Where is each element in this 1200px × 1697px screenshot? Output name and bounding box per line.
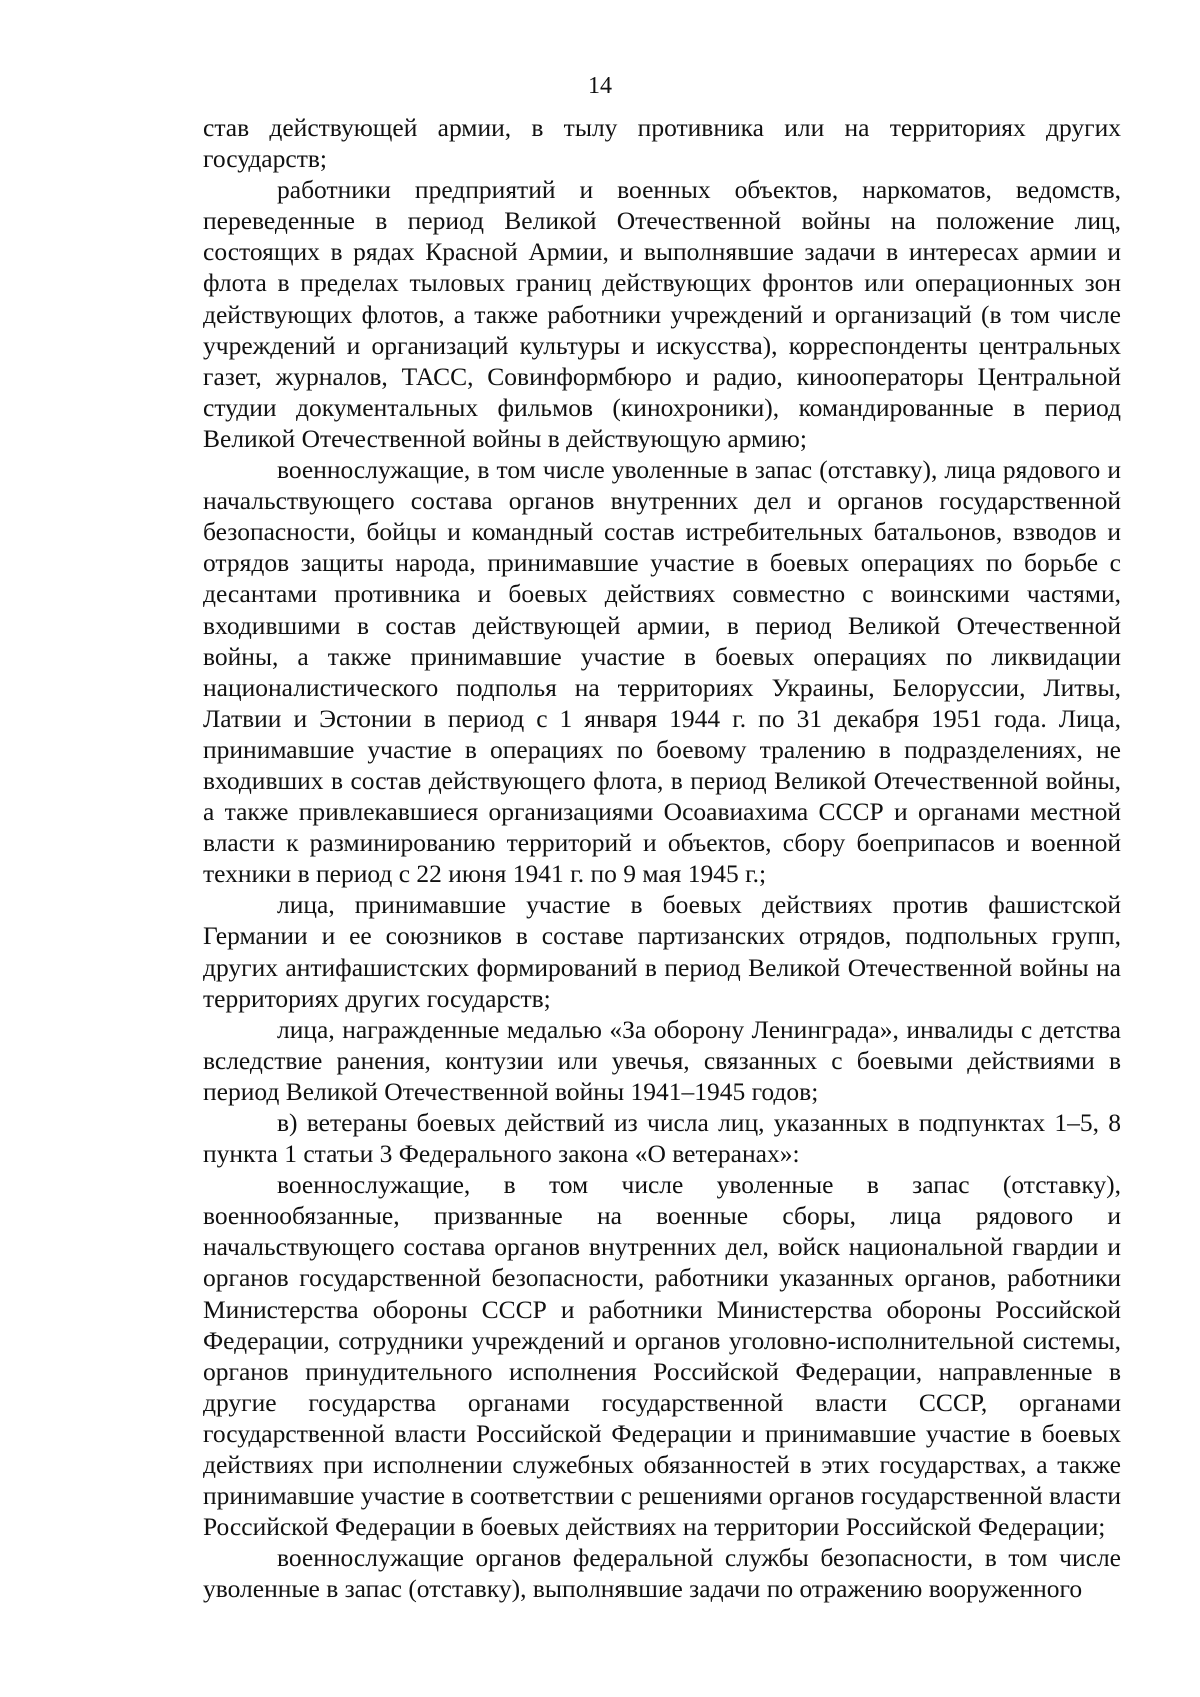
page-number: 14 bbox=[588, 73, 612, 99]
paragraph-leningrad-medal: лица, награжденные медалью «За оборону Ленинграда», инвалиды с детства вследствие ранения, контузии или увечья, связанных с боевыми действиями в период Великой Отечественной войны 1941–1945 годов; bbox=[203, 1014, 1121, 1106]
paragraph-enterprise-workers: работники предприятий и военных объектов, наркоматов, ведомств, переведенные в период Великой Отечественной войны на положение лиц, состоящих в рядах Красной Армии, и выполнявшие задачи в интересах армии и флота в пределах тыловых границ действующих фронтов или операционных зон действующих флотов, а также работники учреждений и организаций (в том числе учреждений и организаций культуры и искусства), корреспонденты центральных газет, журналов, ТАСС, Совинформбюро и радио, кинооператоры Центральной студии документальных фильмов (кинохроники), командированные в период Великой Отечественной войны в действующую армию; bbox=[203, 175, 1121, 453]
paragraph-fsb-servicemen: военнослужащие органов федеральной службы безопасности, в том числе уволенные в запас (отставку), выполнявшие задачи по отражению вооруженного bbox=[203, 1543, 1121, 1604]
document-body bbox=[203, 112, 1121, 1605]
paragraph-military-personnel: военнослужащие, в том числе уволенные в запас (отставку), лица рядового и начальствующего состава органов внутренних дел и органов государственной безопасности, бойцы и командный состав истребительных батальонов, взводов и отрядов защиты народа, принимавшие участие в боевых операциях по борьбе с десантами противника и боевых действиях совместно с воинскими частями, входившими в состав действующей армии, в период Великой Отечественной войны, а также принимавшие участие в боевых операциях по ликвидации националистического подполья на территориях Украины, Белоруссии, Литвы, Латвии и Эстонии в период с 1 января 1944 г. по 31 декабря 1951 года. Лица, принимавшие участие в операциях по боевому тралению в подразделениях, не входивших в состав действующего флота, в период Великой Отечественной войны, а также привлекавшиеся организациями Осоавиахима СССР и органами местной власти к разминированию территорий и объектов, сбору боеприпасов и военной техники в период с 22 июня 1941 г. по 9 мая 1945 г.; bbox=[203, 455, 1121, 889]
paragraph-partisans: лица, принимавшие участие в боевых действиях против фашистской Германии и ее союзников в составе партизанских отрядов, подпольных групп, других антифашистских формирований в период Великой Отечественной войны на территориях других государств; bbox=[203, 890, 1121, 1013]
paragraph-servicemen-abroad: военнослужащие, в том числе уволенные в запас (отставку), военнообязанные, призванные на военные сборы, лица рядового и начальствующего состава органов внутренних дел, войск национальной гвардии и органов государственной безопасности, работники указанных органов, работники Министерства обороны СССР и работники Министерства обороны Российской Федерации, сотрудники учреждений и органов уголовно-исполнительной системы, органов принудительного исполнения Российской Федерации, направленные в другие государства органами государственной власти СССР, органами государственной власти Российской Федерации и принимавшие участие в боевых действиях при исполнении служебных обязанностей в этих государствах, а также принимавшие участие в соответствии с решениями органов государственной власти Российской Федерации в боевых действиях на территории Российской Федерации; bbox=[203, 1170, 1121, 1542]
paragraph-continuation: став действующей армии, в тылу противника или на территориях других государств; bbox=[203, 113, 1121, 174]
paragraph-combat-veterans: в) ветераны боевых действий из числа лиц, указанных в подпунктах 1–5, 8 пункта 1 статьи 3 Федерального закона «О ветеранах»: bbox=[203, 1108, 1121, 1169]
